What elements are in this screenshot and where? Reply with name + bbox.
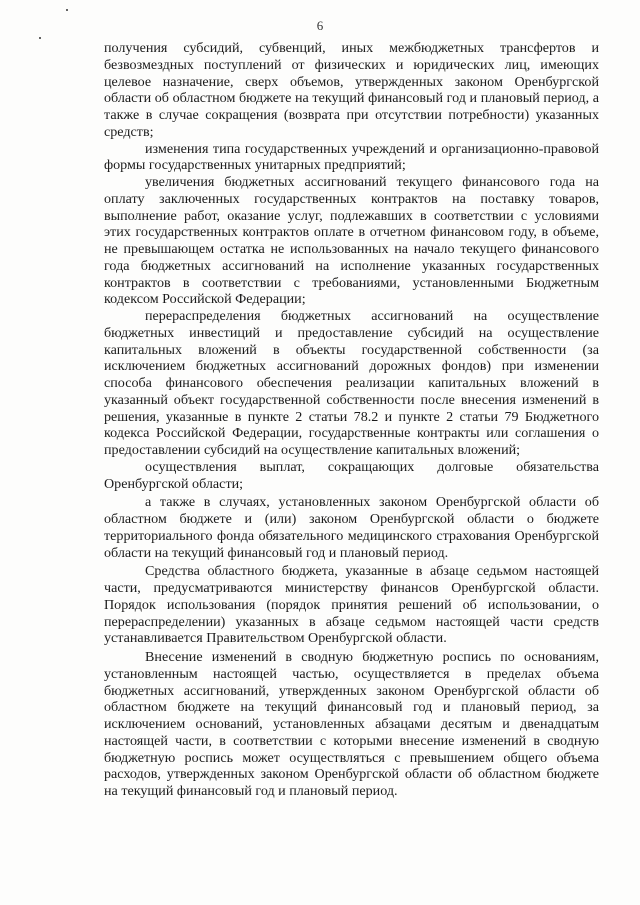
paragraph: Внесение изменений в сводную бюджетную роспись по основаниям, установленным настоящей частью, осуществляется в пределах объема бюджетных ассигнований, утвержденных законом Оренбургской области об областном бюджете на текущий финансовый год и плановый период, за исключением оснований, установленных абзацами десятым и двенадцатым настоящей части, в соответствии с которыми внесение изменений в сводную бюджетную роспись может осуществляться с превышением общего объема расходов, утвержденных законом Оренбургской области об областном бюджете на текущий финансовый год и плановый период.: [104, 649, 599, 799]
scan-speck: [39, 37, 41, 39]
page-number: 6: [316, 18, 324, 33]
paragraph: получения субсидий, субвенций, иных межбюджетных трансфертов и безвозмездных поступлений от физических и юридических лиц, имеющих целевое назначение, сверх объемов, утвержденных законом Оренбургской области об областном бюджете на текущий финансовый год и плановый период, а также в случае сокращения (возврата при отсутствии потребности) указанных средств;: [104, 40, 599, 140]
paragraph: осуществления выплат, сокращающих долговые обязательства Оренбургской области;: [104, 458, 599, 492]
paragraph: изменения типа государственных учреждений и организационно-правовой формы государственных унитарных предприятий;: [104, 140, 599, 174]
paragraph: перераспределения бюджетных ассигнований на осуществление бюджетных инвестиций и предоставление субсидий на осуществление капитальных вложений в объекты государственной собственности (за исключением бюджетных ассигнований дорожных фондов) при изменении способа финансового обеспечения реализации капитальных вложений в указанный объект государственной собственности после внесения изменений в решения, указанные в пункте 2 статьи 78.2 и пункте 2 статьи 79 Бюджетного кодекса Российской Федерации, государственные контракты или соглашения о предоставлении субсидий на осуществление капитальных вложений;: [104, 308, 599, 458]
paragraph: а также в случаях, установленных законом Оренбургской области об областном бюджете и (или) законом Оренбургской области о бюджете территориального фонда обязательного медицинского страхования Оренбургской области на текущий финансовый год и плановый период.: [104, 494, 599, 561]
paragraph: Средства областного бюджета, указанные в абзаце седьмом настоящей части, предусматриваются министерству финансов Оренбургской области. Порядок использования (порядок принятия решений об использовании, о перераспределении) указанных в абзаце седьмом настоящей части средств устанавливается Правительством Оренбургской области.: [104, 563, 599, 647]
paragraph: увеличения бюджетных ассигнований текущего финансового года на оплату заключенных государственных контрактов на поставку товаров, выполнение работ, оказание услуг, подлежавших в соответствии с условиями этих государственных контрактов оплате в отчетном финансовом году, в объеме, не превышающем остатка не использованных на начало текущего финансового года бюджетных ассигнований на исполнение указанных государственных контрактов в соответствии с требованиями, установленными Бюджетным кодексом Российской Федерации;: [104, 174, 599, 308]
scan-speck: [66, 9, 68, 11]
body-text: [104, 40, 599, 800]
